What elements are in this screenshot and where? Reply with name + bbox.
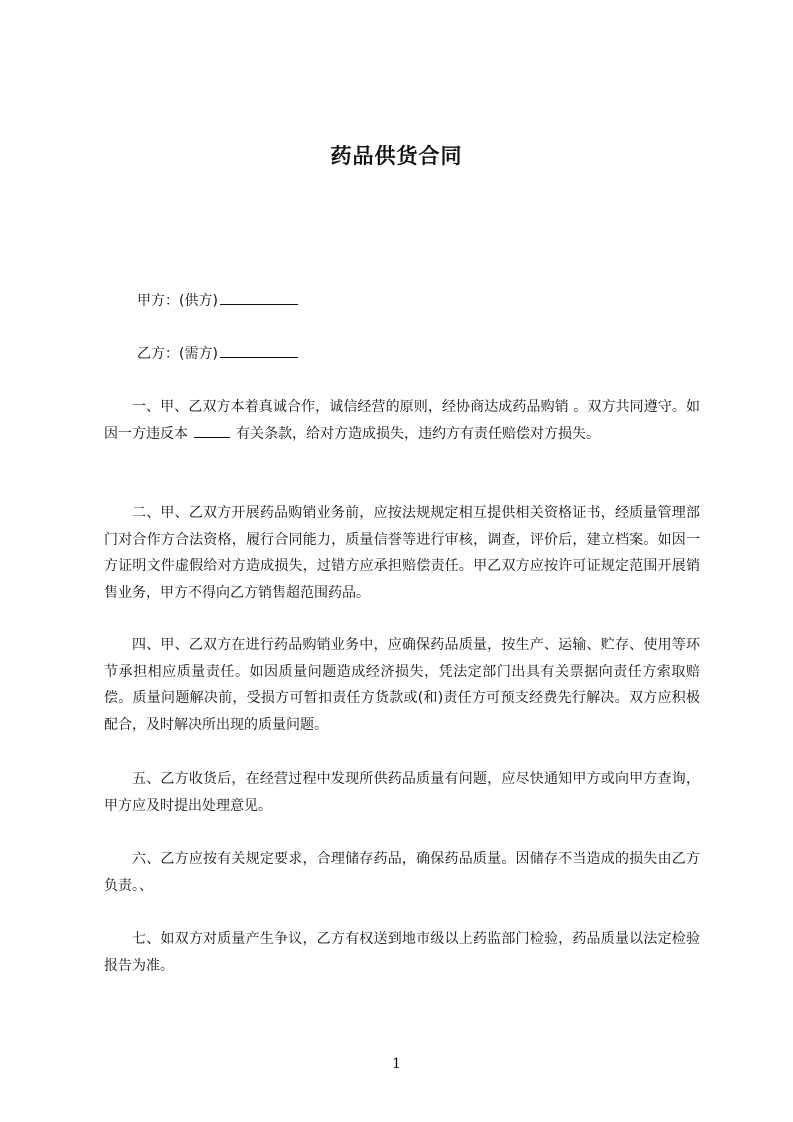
party-b-line xyxy=(137,343,298,365)
clause-4 xyxy=(104,632,700,738)
clause-1-text-b: 有关条款，给对方造成损失，违约方有责任赔偿对方损失。 xyxy=(236,425,600,442)
party-b-label: 乙方：(需方) xyxy=(137,346,218,362)
clause-5 xyxy=(104,766,700,819)
clause-1 xyxy=(104,394,700,447)
party-a-blank xyxy=(220,290,298,305)
clause-6 xyxy=(104,846,700,899)
party-b-blank xyxy=(220,343,298,358)
clause-1-text-a: 一、甲、乙双方本着真诚合作，诚信经营的原则，经协商达成药品购销 。双方共同遵守。如因一方违反本 xyxy=(104,399,700,442)
clause-5-text: 五、乙方收货后，在经营过程中发现所供药品质量有问题，应尽快通知甲方或向甲方查询，甲方应及时提出处理意见。 xyxy=(104,771,700,814)
clause-7-text: 七、如双方对质量产生争议，乙方有权送到地市级以上药监部门检验，药品质量以法定检验报告为准。 xyxy=(104,931,700,974)
clause-1-blank xyxy=(194,423,230,438)
party-a-label: 甲方：(供方) xyxy=(137,293,218,309)
clause-6-text: 六、乙方应按有关规定要求，合理储存药品，确保药品质量。因储存不当造成的损失由乙方负责。、 xyxy=(104,851,700,894)
clause-2-text: 二、甲、乙双方开展药品购销业务前，应按法规规定相互提供相关资格证书，经质量管理部门对合作方合法资格，履行合同能力，质量信誉等进行审核，调查，评价后，建立档案。如因一方证明文件虚假给对方造成损失，过错方应承担赔偿责任。甲乙双方应按许可证规定范围开展销售业务，甲方不得向乙方销售超范围药品。 xyxy=(104,505,700,601)
page-number: 1 xyxy=(392,1056,401,1072)
clause-2 xyxy=(104,500,700,606)
party-a-line xyxy=(137,290,298,312)
clause-7 xyxy=(104,926,700,979)
document-title: 药品供货合同 xyxy=(330,144,463,168)
clause-4-text: 四、甲、乙双方在进行药品购销业务中，应确保药品质量，按生产、运输、贮存、使用等环节承担相应质量责任。如因质量问题造成经济损失，凭法定部门出具有关票据向责任方索取赔偿。质量问题解决前，受损方可暂扣责任方货款或(和)责任方可预支经费先行解决。双方应积极配合，及时解决所出现的质量问题。 xyxy=(104,637,700,733)
